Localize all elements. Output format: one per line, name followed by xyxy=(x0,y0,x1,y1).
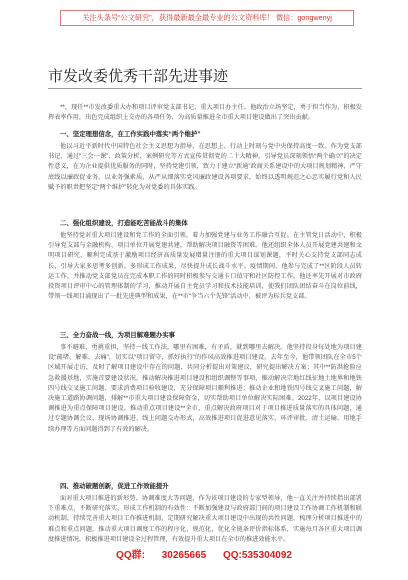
section-3-heading: 三、全力奋战一线，为项目解难题办实事 xyxy=(60,332,176,339)
section-4-heading: 四、推动破题创新，促进工作效能提升 xyxy=(60,483,169,490)
section-2-heading: 二、强化组织建设，打造能吃苦能战斗的集体 xyxy=(60,220,188,227)
contact-footer xyxy=(0,546,408,561)
section-4-body: 面对重大项目推进的新形势、协调难度大等问题，作为该项目建设的专家型领导，他一直关注并持续指出部署下重难点、不断研究落实，形成工作机制的有效性：不断加强建设与政府部门间的项目建设工作协调工作机制和联动机制，持续完善重大项目工作推进机制，定期研究解决重大项目建设中出现的共性问题、梳理分析项目推进中的难点和重点问题，推动重大项目调度工作的程序化、规范化，优化全链条评价指标体系，实施每月各区重大项目调度推进情况，积极推进项目建设全过程管理，有效提升重大项目在全市的推进效能水平。 xyxy=(48,495,362,543)
document-title: 市发改委优秀干部先进事迹 xyxy=(48,67,229,85)
promo-banner xyxy=(60,10,354,26)
section-1-heading: 一、坚定理想信念，在工作实践中落实“两个维护” xyxy=(60,131,201,138)
intro-paragraph: **，现任**市发改委重大办和项目评审党支部书记、重大项目办主任。他政治立场坚定，勇于担当作为，积极发挥表率作用，出色完成组织上交办的各项任务，为高质量推进全市重大项目建设做出了突出贡献。 xyxy=(48,104,362,122)
qq-group-text: QQ群: 30265665 xyxy=(116,550,207,561)
promo-banner-text: 关注头条号“公文研究”，获得最新最全最专业的公文资料库！ 微信：gongwenyj xyxy=(82,13,332,22)
section-3-body: 事不避难，勇挑重担，坚持一线工作法，哪里有困难，有矛盾，就到哪里去解决。他坚持投身每处地为项目建设“疏堵、解难、去痛”，切实以“项目留守，抓好执行”的作风高效推进项目建设。去年至今，他带领团队在全市5个区域开展走访，及时了解项目建设中存在的问题，共同分析提出对策建议，研究提出解决方案；其中**防洪抢险应急救援基地，实施首要建设状况，推动解决推进项目建设和组织调整等事项，推动解决宗地红线征地土地界和地铁四号线交叉施工问题、要求消费项目验收建设，充分保障项目顺利推进；推动企业和地铁四号线交叉施工问题，解决施工道路协调问题，排解**市重大项目建设保障资金，切实帮助项目单位解决实际困难。2022年，以项目建设协调推进为重点保障项目建设，推动重点项目建设**全市，重点解决政府项目对于项目推进质量落实的具体问题，通过专题协调会议、现场协调推进、线上问题交办形式，高效推进项目促进意见落实，环评审批、清土运输、用地手续办理等方面问题得到了有效的解决。 xyxy=(48,344,362,433)
title-divider xyxy=(48,88,362,89)
section-1-body: 他以习近平新时代中国特色社会主义思想为指导，在思想上、行动上时刻与党中央保持高度一致。作为党支部书记，通过“三会一课”、政策分析、案例研究等方式宣传贯彻党的二十大精神，引导党员深刻领悟“两个确立”的决定性意义，在为企业提供优质服务的同时，坚持党建引领，致力于建立“新通”政商关系建设中的大项目规划精神，严守底线以廉政促业务。以业务强素质，从严从细落实党风廉政建设各项要求，始终以透明规范之心忠实履行党和人民赋予的职责把坚定“两个维护”转化为对党委的具体实践。 xyxy=(48,143,362,191)
qq-text: QQ:535304092 xyxy=(223,550,292,561)
section-2-body: 他坚持党对重大项目建设和党工作的全面引领，着力加强党建与业务工作融合互促。在主管党日活动中，积极引导党支部与金融机构、项目单位开展党建共建，帮助解决项目融资等困难。他还组织全体人员开展党建共建和文明项目研究，顺利完成基于激励项目经济高质量发展增量注册的重大项目谋划课题，平时关心支持党支部同志成长，引导大家多思考多创新。多形成工作成果，尽快提升成长战斗水平。疫情期间，他参与完成了**区阶段人员转运工作，并推动党支部党员在完成本职工作的同时积极参与交通卡口值守和社区防控工作。他还率先开展对市政府投资项目评审中心的管理体制的学习，推动开展自主党员学习和技术技能培训，使我们团队团结奋斗在岗位前线，带领一线项目涌现出了一批先进典型和成果，在**市“争当六个先锋”活动中，被评为标兵党支部。 xyxy=(48,232,362,301)
